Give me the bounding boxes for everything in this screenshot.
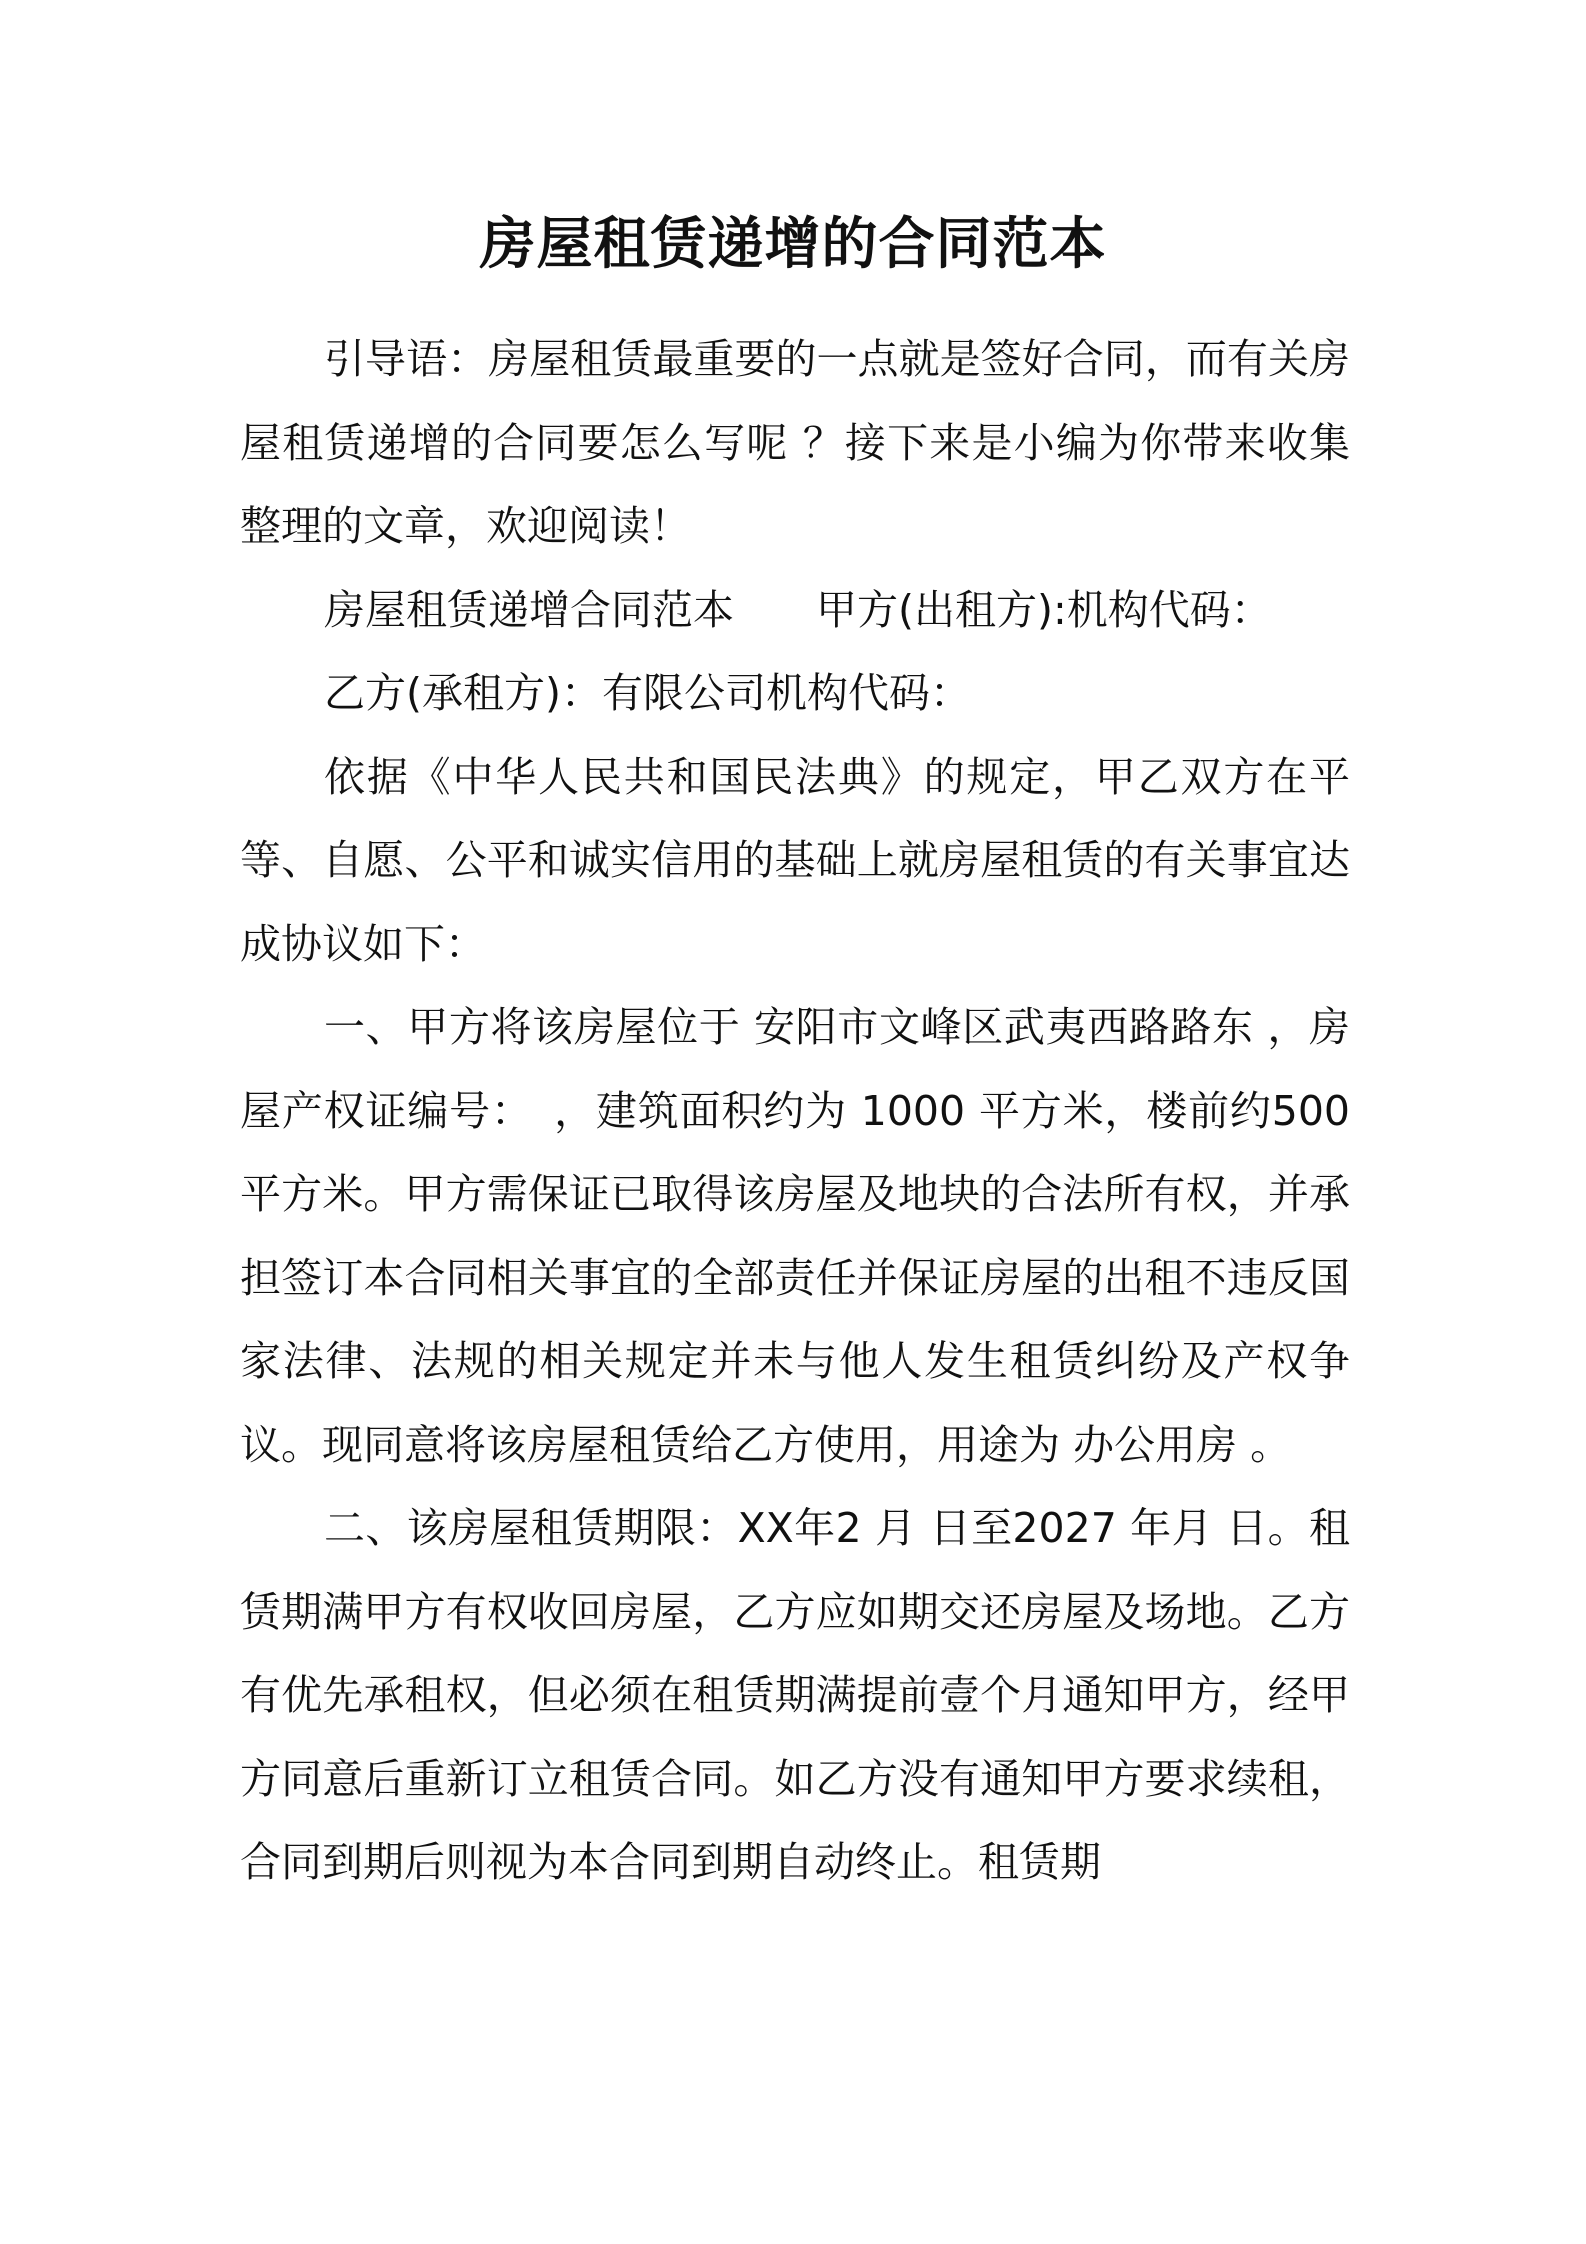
party-b-line — [240, 652, 1350, 736]
paragraph-text: 二、该房屋租赁期限：XX年2 月 日至2027 年月 日。租赁期满甲方有权收回房屋，乙方应如期交还房屋及场地。乙方有优先承租权，但必须在租赁期满提前壹个月通知甲方，经甲方同意后重新订立租赁合同。如乙方没有通知甲方要求续租，合同到期后则视为本合同到期自动终止。租赁期 — [240, 1504, 1350, 1886]
paragraph-text: 依据《中华人民共和国民法典》的规定，甲乙双方在平等、自愿、公平和诚实信用的基础上就房屋租赁的有关事宜达成协议如下： — [240, 752, 1350, 968]
intro-paragraph — [240, 318, 1350, 569]
clause-one-paragraph — [240, 986, 1350, 1487]
contract-header-party-a — [240, 569, 1350, 653]
paragraph-text: 一、甲方将该房屋位于 安阳市文峰区武夷西路路东 ，房屋产权证编号： ，建筑面积约为 1000 平方米，楼前约500平方米。甲方需保证已取得该房屋及地块的合法所有权，并承担签订本合同相关事宜的全部责任并保证房屋的出租不违反国家法律、法规的相关规定并未与他人发生租赁纠纷及产权争议。现同意将该房屋租赁给乙方使用，用途为 办公用房 。 — [240, 1003, 1350, 1469]
document-title: 房屋租赁递增的合同范本 — [479, 212, 1107, 277]
paragraph-text: 乙方(承租方)：有限公司机构代码： — [324, 669, 971, 717]
paragraph-text: 引导语：房屋租赁最重要的一点就是签好合同，而有关房屋租赁递增的合同要怎么写呢 ？接下来是小编为你带来收集整理的文章，欢迎阅读！ — [240, 335, 1350, 550]
document-body — [240, 318, 1350, 1905]
paragraph-text: 房屋租赁递增合同范本 甲方(出租方):机构代码： — [324, 585, 1272, 634]
legal-basis-paragraph — [240, 736, 1350, 987]
clause-two-paragraph — [240, 1487, 1350, 1905]
